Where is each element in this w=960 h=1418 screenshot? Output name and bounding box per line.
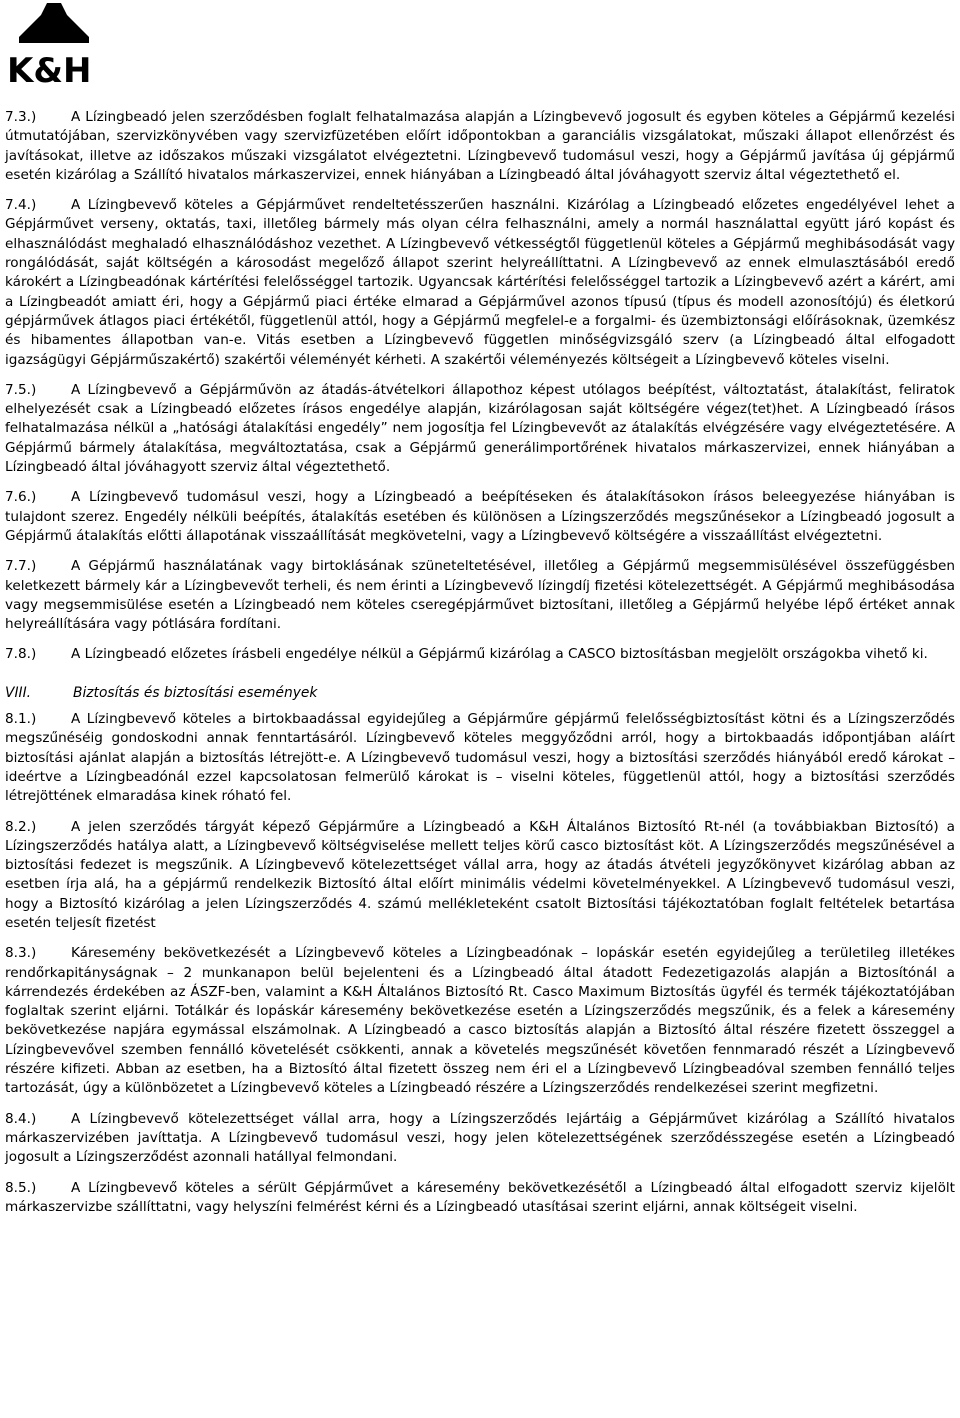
section-text: Káresemény bekövetkezését a Lízingbevevő köteles a Lízingbeadónak – lopáskár esetén egyidejűleg a területileg illetékes rendőrkapitányságnak – 2 munkanapon belül bejelenteni és a Lízingbeadó által átadott Fedezetigazolás alapján a Biztosítónál a kárrendezés érdekében az ÁSZF-ben, valamint a K&H Általános Biztosító Rt. Casco Maximum Biztosítás ügyfél és termék tájékoztatójában foglaltak szerint eljárni. Totálkár és lopáskár káresemény bekövetkezése esetén a Lízingszerződés megszűnik, és a felek a káresemény bekövetkezése napjára egymással elszámolnak. A Lízingbeadó a casco biztosítás alapján a Biztosító által részére fizetett összeggel a Lízingbevevővel szemben fennálló követelését csökkenti, annak a követelés megszűnését követően fennmaradó részét a Lízingbevevő részére kifizeti. Abban az esetben, ha a Biztosító által fizetett összeg nem éri el a Lízingbevevő Lízingbeadóval szemben fennálló teljes tartozását, úgy a különbözetet a Lízingbevevő köteles a Lízingbeadó részére a Lízingszerződés rendelkezései szerint megfizetni. (5, 945, 955, 1097)
section-number: 8.4.) (5, 1110, 37, 1127)
section-text: A Lízingbevevő köteles a Gépjárművet rendeltetésszerűen használni. Kizárólag a Lízingbeadó előzetes engedélyével lehet a Gépjárművet verseny, oktatás, taxi, illetőleg bármely más olyan célra felhasználni, amely a normál használattal együtt járó kopást és elhasználódást meghaladó elhasználódáshoz vezethet. A Lízingbevevő vétkességtől függetlenül köteles a Gépjármű meghibásodását vagy rongálódását, saját költségén a károsodást megelőző állapot szerint helyreállíttatni. A Lízingbevevő az ennek elmulasztásából eredő károkért a Lízingbeadónak kártérítési felelősséggel tartozik. Ugyancsak kártérítési felelősséggel tartozik a Lízingbevevő azért a kárért, ami a Lízingbeadót amiatt éri, hogy a Gépjármű piaci értéke elmarad a Gépjárművel azonos típusú (típus és modell azonosítójú) és életkorú gépjárművek átlagos piaci értékétől, függetlenül attól, hogy a Gépjármű megfelel-e a forgalmi- és üzembiztonsági előírásoknak, üzemkész és hibamentes állapotban van-e. Vitás esetben a Lízingbevevő független minőségvizsgáló szerv (a Lízingbeadó által elfogadott igazságügyi Gépjárműszakértő) szakértői véleményét kérheti. A szakértői véleményezés költségeit a Lízingbevevő köteles viselni. (5, 197, 955, 368)
section-8-2 (5, 818, 955, 934)
section-number: 7.4.) (5, 197, 37, 214)
section-8-3 (5, 944, 955, 1098)
section-7-5 (5, 381, 955, 477)
section-number: 8.5.) (5, 1179, 37, 1196)
section-text: A Lízingbevevő tudomásul veszi, hogy a Lízingbeadó a beépítéseken és átalakításokon írásos beleegyezése hiányában is tulajdont szerez. Engedély nélküli beépítés, átalakítás esetében és különösen a Lízingszerződés megszűnésekor a Lízingbeadó jogosult a Gépjármű átalakítás előtti állapotának visszaállítását megkövetelni, vagy a Lízingbevevő költségére a visszaállítást elvégeztetni. (5, 489, 955, 544)
section-number: 8.1.) (5, 711, 37, 728)
section-7-4 (5, 196, 955, 370)
document-body (5, 108, 955, 1228)
section-number: 8.2.) (5, 818, 37, 835)
section-text: A Lízingbevevő a Gépjárművön az átadás-átvételkori állapothoz képest utólagos beépítést, változtatást, átalakítást, feliratok elhelyezését csak a Lízingbeadó előzetes írásos engedélye alapján, kizárólagosan saját költségére végez(tet)het. A Lízingbeadó írásos felhatalmazása nélkül a „hatósági átalakítási engedély” nem jogosítja fel Lízingbevevőt az átalakítás elvégzésére vagy elvégeztetésére. A Gépjármű bármely átalakítása, megváltoztatása, csak a Gépjármű generálimportőrének hivatalos márkaszervizei, ennek hiányában a Lízingbeadó által jóváhagyott szerviz által végeztethető. (5, 381, 955, 476)
section-number: 8.3.) (5, 945, 37, 962)
section-number: 7.5.) (5, 381, 37, 398)
section-text: A jelen szerződés tárgyát képező Gépjárműre a Lízingbeadó a K&H Általános Biztosító Rt-nél (a továbbiakban Biztosító) a Lízingszerződés hatálya alatt, a Lízingbevevő költségviselése mellett teljes körű casco biztosítást köt. A Lízingszerződés megszűnésével a biztosítási fedezet is megszűnik. A Lízingbevevő kötelezettséget vállal arra, hogy az átadás átvételi jegyzőkönyvet kizárólag abban az esetben írja alá, ha a gépjármű rendelkezik Biztosító által előírt minimális védelmi követelményekkel. A Lízingbevevő tudomásul veszi, hogy a Biztosító kizárólag a jelen Lízingszerződés 4. számú mellékleteként csatolt Biztosítási tájékoztatóban foglalt feltételek betartása esetén teljesít fizetést (5, 818, 955, 931)
chapter-heading (5, 684, 955, 703)
section-text: A Lízingbevevő köteles a sérült Gépjárművet a káresemény bekövetkezésétől a Lízingbeadó által elfogadott szerviz kijelölt márkaszervizbe szállíttatni, vagy helyszíni felmérést kérni és a Lízingbeadó utasításai szerint eljárni, annak költségeit viselni. (5, 1179, 955, 1215)
chapter-title: Biztosítás és biztosítási események (73, 684, 318, 701)
section-number: 7.6.) (5, 489, 37, 506)
section-text: A Gépjármű használatának vagy birtoklásának szüneteltetésével, illetőleg a Gépjármű megsemmisülésével összefüggésben keletkezett bármely kár a Lízingbevevőt terheli, és nem érinti a Lízingbevevő lízingdíj fizetési kötelezettségét. A Gépjármű meghibásodása vagy megsemmisülése esetén a Lízingbeadó nem köteles cseregépjárművet biztosítani, illetőleg a Gépjármű helyébe lépő értéket annak helyreállítására vagy pótlására fordítani. (5, 558, 955, 633)
kh-logo (5, 3, 108, 83)
section-number: 7.7.) (5, 558, 37, 575)
section-8-1 (5, 710, 955, 806)
section-8-4 (5, 1110, 955, 1168)
section-text: A Lízingbeadó jelen szerződésben foglalt felhatalmazása alapján a Lízingbevevő jogosult és egyben köteles a Gépjármű kezelési útmutatójában, szervizkönyvében vagy szervizfüzetében előírt időpontokban a garanciális vizsgálatokat, műszaki állapot ellenőrzést és javításokat, illetve az időszakos műszaki vizsgálatot elvégeztetni. Lízingbevevő tudomásul veszi, hogy a Gépjármű javítása új gépjármű esetén kizárólag a Szállító hivatalos márkaszervizei, ennek hiányában a Lízingbeadó által jóváhagyott szerviz által végeztethető el. (5, 109, 955, 183)
section-7-7 (5, 557, 955, 634)
svg-text:K&H: K&H (7, 51, 92, 83)
section-7-8 (5, 645, 955, 664)
section-text: A Lízingbevevő köteles a birtokbaadással egyidejűleg a Gépjárműre gépjármű felelősségbiztosítást kötni és a Lízingszerződés megszűnéséig gondoskodni annak fenntartásáról. Lízingbevevő köteles meggyőződni arról, hogy a birtokbaadás időpontjában aláírt biztosítási ajánlat alapján a biztosítás létrejött-e. A Lízingbevevő tudomásul veszi, hogy a biztosítási szerződés hiányából eredő károkat – ideértve a Lízingbeadónál ezzel kapcsolatosan felmerülő károkat is – viselni köteles, függetlenül attól, hogy a biztosítási szerződés létrejöttének elmaradása kinek róható fel. (5, 711, 955, 805)
section-8-5 (5, 1179, 955, 1218)
section-7-3 (5, 108, 955, 185)
section-text: A Lízingbevevő kötelezettséget vállal arra, hogy a Lízingszerződés lejártáig a Gépjárművet kizárólag a Szállító hivatalos márkaszervizében javíttatja. A Lízingbevevő tudomásul veszi, hogy jelen kötelezettségének szerződésszegése esetén a Lízingbeadó jogosult a Lízingszerződést azonnali hatállyal felmondani. (5, 1110, 955, 1166)
section-number: 7.3.) (5, 109, 37, 125)
section-7-6 (5, 488, 955, 546)
section-number: 7.8.) (5, 646, 37, 663)
kh-logo-graphic (5, 3, 108, 83)
chapter-number: VIII. (5, 684, 32, 701)
section-text: A Lízingbeadó előzetes írásbeli engedélye nélkül a Gépjármű kizárólag a CASCO biztosításban megjelölt országokba vihető ki. (71, 646, 928, 663)
